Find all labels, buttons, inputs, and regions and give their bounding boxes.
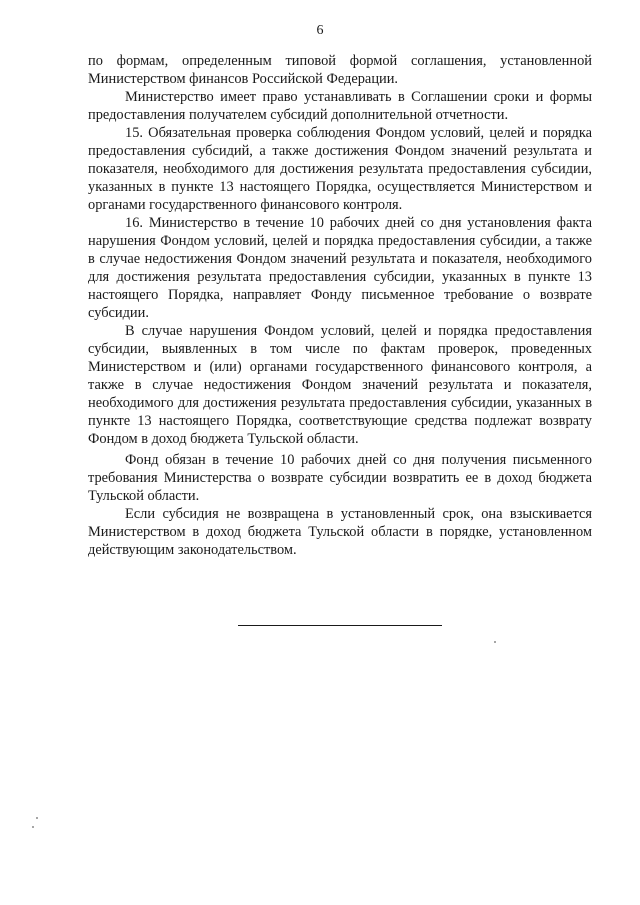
paragraph-refund-deadline: Фонд обязан в течение 10 рабочих дней со дня получения письменного требования Министерства о возврате субсидии возвратить ее в доход бюджета Тульской области. (88, 452, 592, 504)
paragraph-violation-refund: В случае нарушения Фондом условий, целей и порядка предоставления субсидии, выявленных в том числе по фактам проверок, проведенных Министерством и (или) органами государственного финансового контроля, а также в случае недостижения Фондом значений результата и показателя, необходимого для достижения результата предоставления субсидии, указанных в пункте 13 настоящего Порядка, соответствующие средства подлежат возврату Фондом в доход бюджета Тульской области. (88, 323, 592, 447)
page-number: 6 (316, 23, 324, 38)
scan-speck (36, 817, 38, 819)
paragraph-recovery: Если субсидия не возвращена в установленный срок, она взыскивается Министерством в доход бюджета Тульской области в порядке, установленном действующим законодательством. (88, 506, 592, 558)
document-body (88, 52, 592, 559)
paragraph-16-refund-demand: 16. Министерство в течение 10 рабочих дней со дня установления факта нарушения Фондом условий, целей и порядка предоставления субсидии, а также в случае недостижения Фондом значений результата и показателя, необходимого для достижения результата предоставления субсидии, указанных в пункте 13 настоящего Порядка, направляет Фонду письменное требование о возврате субсидии. (88, 215, 592, 321)
scan-speck (494, 641, 496, 643)
paragraph-15-inspection: 15. Обязательная проверка соблюдения Фондом условий, целей и порядка предоставления субсидий, а также достижения Фондом значений результата и показателя, необходимого для достижения результата предоставления субсидии, указанных в пункте 13 настоящего Порядка, осуществляется Министерством и органами государственного финансового контроля. (88, 125, 592, 213)
scan-speck (32, 826, 34, 828)
paragraph-continuation: по формам, определенным типовой формой соглашения, установленной Министерством финансов Российской Федерации. (88, 53, 592, 87)
paragraph-reporting-rights: Министерство имеет право устанавливать в Соглашении сроки и формы предоставления получателем субсидий дополнительной отчетности. (88, 89, 592, 123)
end-divider (238, 625, 442, 626)
